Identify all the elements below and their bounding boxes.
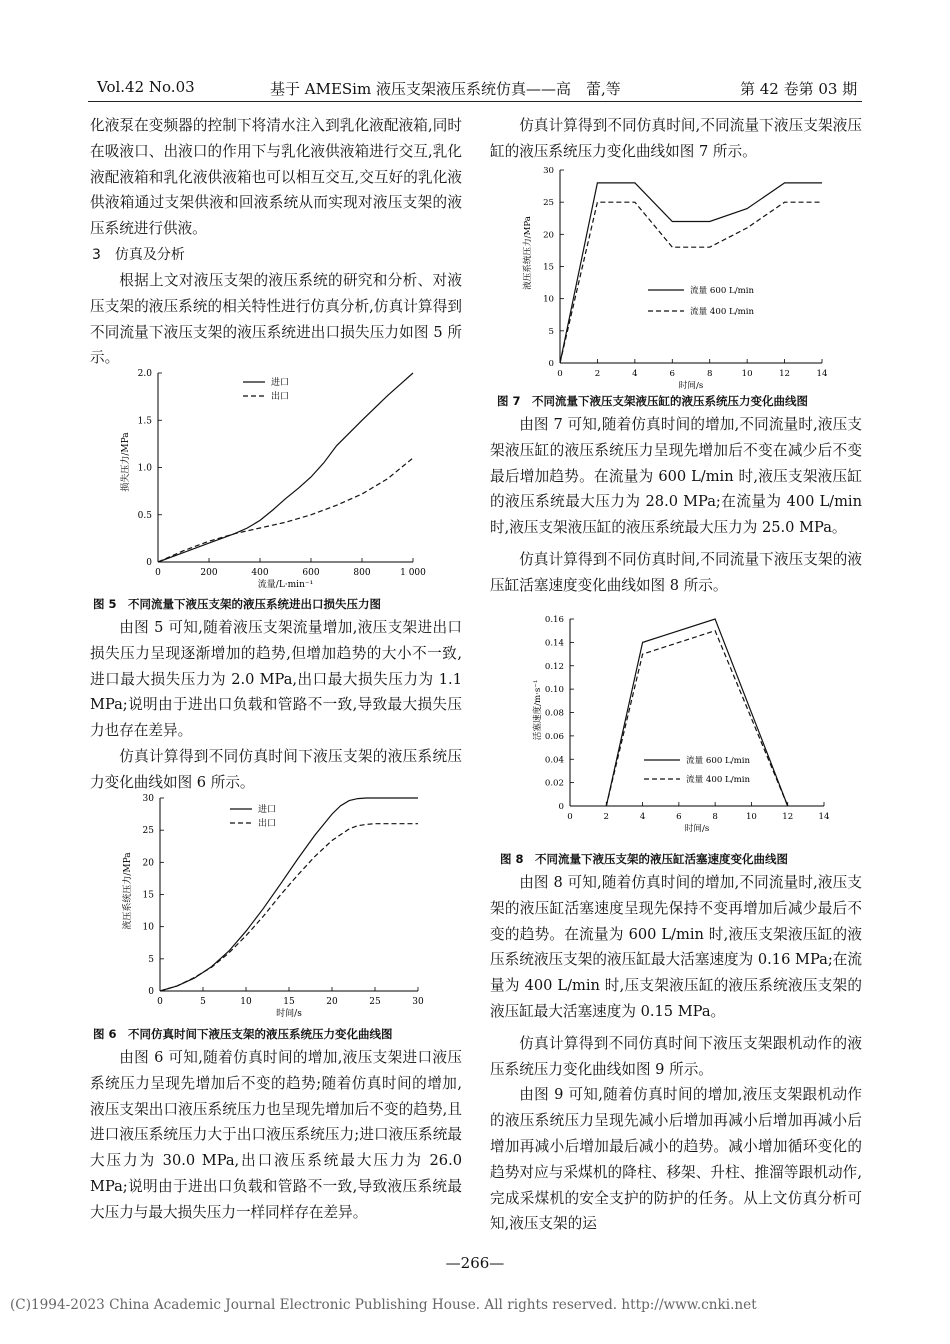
paragraph: 由图 6 可知,随着仿真时间的增加,液压支架进口液压系统压力呈现先增加后不变的趋势;随着仿真时间的增加,液压支架出口液压系统压力也呈现先增加后不变的趋势,且进口液压系统压力大于出口液压系统压力;进口液压系统最大压力为 30.0 MPa,出口液压系统最大压力为 26.0 MPa;说明由于进出口负载和管路不一致,导致液压系统最大压力与最大损失压力一样同样存在差异。	[90, 1049, 462, 1221]
paragraph: 根据上文对液压支架的液压系统的研究和分析、对液压支架的液压系统的相关特性进行仿真分析,仿真计算得到不同流量下液压支架的液压系统进出口损失压力如图 5 所示。	[90, 271, 462, 367]
y-tick-label: 0.12	[544, 661, 564, 672]
x-tick-label: 2	[594, 369, 601, 379]
x-axis-label: 时间/s	[276, 1009, 302, 1019]
y-tick-label: 0.06	[544, 731, 564, 742]
y-tick-label: 10	[543, 294, 554, 305]
legend-label: 流量 600 L/min	[686, 756, 751, 766]
right-block-1	[490, 113, 862, 165]
y-tick-label: 0.08	[544, 708, 564, 719]
legend-label: 流量 400 L/min	[686, 775, 751, 785]
y-axis-label: 液压系统压力/MPa	[123, 852, 133, 930]
paragraph: 仿真计算得到不同仿真时间下液压支架的液压系统压力变化曲线如图 6 所示。	[90, 747, 462, 791]
x-tick-label: 8	[712, 812, 718, 822]
x-tick-label: 20	[326, 997, 338, 1007]
x-tick-label: 0	[567, 812, 573, 822]
y-tick-label: 0.16	[544, 615, 564, 625]
series-line-1	[560, 183, 822, 363]
figure-7-caption: 图 7 不同流量下液压支架液压缸的液压系统压力变化曲线图	[497, 394, 809, 408]
x-tick-label: 25	[369, 997, 381, 1007]
header-issue: 第 42 卷第 03 期	[740, 80, 858, 98]
y-tick-label: 0	[148, 987, 154, 997]
right-block-3	[490, 870, 862, 1237]
legend-label: 出口	[258, 819, 277, 829]
x-tick-label: 1 000	[400, 568, 426, 578]
y-tick-label: 0	[146, 558, 152, 568]
x-tick-label: 14	[818, 812, 830, 822]
x-tick-label: 5	[200, 997, 206, 1007]
x-tick-label: 400	[251, 568, 269, 578]
y-tick-label: 30	[543, 166, 554, 176]
x-tick-label: 12	[779, 369, 791, 379]
x-tick-label: 10	[745, 812, 757, 822]
section-heading: 3 仿真及分析	[92, 246, 185, 263]
x-tick-label: 4	[632, 369, 638, 379]
x-tick-label: 15	[283, 997, 295, 1007]
figure-5-chart	[98, 362, 438, 594]
legend-label: 进口	[258, 805, 277, 815]
header-title: 基于 AMESim 液压支架液压系统仿真——高 蕾,等	[270, 80, 621, 98]
x-tick-label: 600	[302, 568, 320, 578]
figure-8-chart	[522, 614, 842, 840]
y-axis-label: 损失压力/MPa	[121, 432, 131, 492]
paragraph: 由图 9 可知,随着仿真时间的增加,液压支架跟机动作的液压系统压力呈现先减小后增加再减小后增加再减小后增加再减小后增加最后减小的趋势。减小增加循环变化的趋势对应与采煤机的降柱、移架、升柱、推溜等跟机动作,完成采煤机的安全支护的防护的任务。从上文仿真分析可知,液压支架的运	[490, 1086, 862, 1233]
x-tick-label: 200	[200, 568, 218, 578]
y-tick-label: 0.04	[544, 755, 564, 766]
y-tick-label: 25	[543, 198, 554, 209]
legend-label: 流量 400 L/min	[690, 307, 755, 317]
figure-7-chart	[520, 163, 840, 391]
y-tick-label: 10	[142, 922, 154, 933]
paragraph: 由图 7 可知,随着仿真时间的增加,不同流量时,液压支架液压缸的液压系统压力呈现先增加后不变在减少后不变最后增加趋势。在流量为 600 L/min 时,液压支架液压缸的液压系统最大压力为 28.0 MPa;在流量为 400 L/min 时,液压支架液压缸的液压系统最大压力为 25.0 MPa。	[490, 416, 862, 537]
y-tick-label: 25	[142, 826, 154, 837]
paragraph: 由图 5 可知,随着液压支架流量增加,液压支架进出口损失压力呈现逐渐增加的趋势,但增加趋势的大小不一致,进口最大损失压力为 2.0 MPa,出口最大损失压力为 1.1 MPa;说明由于进出口负载和管路不一致,导致最大损失压力也存在差异。	[90, 619, 462, 740]
y-tick-label: 0.02	[544, 778, 564, 789]
y-tick-label: 5	[148, 954, 154, 965]
figure-8-caption: 图 8 不同流量下液压支架的液压缸活塞速度变化曲线图	[500, 852, 789, 866]
x-axis-label: 时间/s	[678, 381, 704, 391]
x-tick-label: 6	[669, 369, 676, 379]
paragraph: 由图 8 可知,随着仿真时间的增加,不同流量时,液压支架的液压缸活塞速度呈现先保持不变再增加后减少最后不变的趋势。在流量为 600 L/min 时,液压支架液压缸的液压系统液压支架的液压缸最大活塞速度为 0.16 MPa;在流量为 400 L/min 时,压支架液压缸的液压系统液压支架的液压缸最大活塞速度为 0.15 MPa。	[490, 874, 862, 1020]
y-axis-label: 活塞速度/m·s⁻¹	[533, 679, 543, 741]
x-tick-label: 2	[603, 812, 610, 822]
left-block-1	[90, 113, 462, 371]
y-tick-label: 0	[558, 802, 564, 812]
y-tick-label: 15	[142, 890, 154, 901]
paragraph: 仿真计算得到不同仿真时间下液压支架跟机动作的液压系统压力变化曲线如图 9 所示。	[490, 1034, 862, 1078]
copyright-footer: (C)1994-2023 China Academic Journal Electronic Publishing House. All rights reserved. http://www.cnki.net	[10, 1297, 757, 1313]
left-block-2	[90, 615, 462, 796]
right-block-2	[490, 412, 862, 599]
x-tick-label: 12	[782, 812, 794, 822]
x-tick-label: 0	[557, 369, 563, 379]
x-axis-label: 流量/L·min⁻¹	[257, 580, 314, 590]
x-tick-label: 10	[240, 997, 252, 1007]
header-volume: Vol.42 No.03	[97, 78, 195, 96]
series-line-2	[560, 202, 822, 363]
x-tick-label: 14	[816, 369, 828, 379]
y-tick-label: 20	[142, 858, 154, 869]
y-tick-label: 5	[548, 326, 554, 337]
series-line-1	[160, 798, 418, 991]
x-tick-label: 0	[155, 568, 161, 578]
y-tick-label: 20	[543, 230, 554, 241]
series-line-2	[158, 458, 413, 562]
y-tick-label: 0.10	[544, 685, 564, 696]
x-tick-label: 0	[157, 997, 163, 1007]
y-tick-label: 15	[543, 262, 554, 273]
paragraph: 仿真计算得到不同仿真时间,不同流量下液压支架的液压缸活塞速度变化曲线如图 8 所示。	[490, 550, 862, 594]
x-tick-label: 8	[706, 369, 713, 379]
x-tick-label: 800	[353, 568, 371, 578]
figure-6-caption: 图 6 不同仿真时间下液压支架的液压系统压力变化曲线图	[93, 1027, 393, 1041]
figure-5-caption: 图 5 不同流量下液压支架的液压系统进出口损失压力图	[93, 597, 382, 611]
x-tick-label: 10	[741, 369, 753, 379]
y-tick-label: 1.0	[137, 463, 152, 474]
y-tick-label: 2.0	[137, 369, 152, 379]
y-tick-label: 0.14	[544, 638, 564, 649]
x-tick-label: 6	[676, 812, 682, 822]
y-tick-label: 0.5	[137, 510, 152, 521]
series-line-2	[160, 824, 418, 991]
left-block-3	[90, 1045, 462, 1226]
x-tick-label: 4	[639, 812, 646, 822]
y-axis-label: 液压系统压力/MPa	[523, 216, 533, 290]
y-tick-label: 30	[142, 794, 154, 804]
y-tick-label: 0	[548, 359, 554, 369]
header-rule	[88, 101, 862, 102]
paragraph: 化液泵在变频器的控制下将清水注入到乳化液配液箱,同时在吸液口、出液口的作用下与乳化液供液箱进行交互,乳化液配液箱和乳化液供液箱也可以相互交互,交互好的乳化液供液箱通过支架供液和回液系统从而实现对液压支架的液压系统进行供液。	[90, 117, 462, 238]
x-tick-label: 30	[412, 997, 424, 1007]
x-axis-label: 时间/s	[684, 824, 710, 834]
legend-label: 出口	[271, 392, 290, 402]
paragraph: 仿真计算得到不同仿真时间,不同流量下液压支架液压缸的液压系统压力变化曲线如图 7 所示。	[490, 117, 862, 160]
legend-label: 流量 600 L/min	[690, 286, 755, 296]
figure-6-chart	[112, 790, 442, 1020]
legend-label: 进口	[271, 378, 290, 388]
y-tick-label: 1.5	[137, 416, 152, 427]
page-number: —266—	[445, 1254, 505, 1272]
